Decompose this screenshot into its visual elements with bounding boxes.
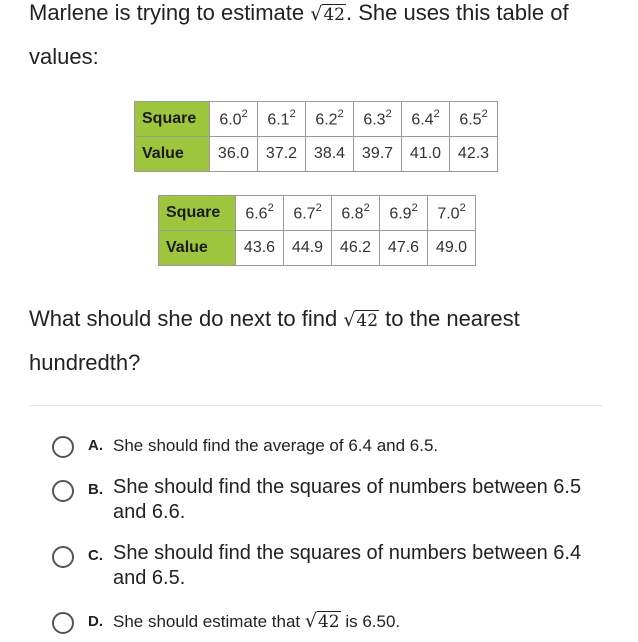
option-letter: B. [88, 481, 103, 498]
row-label-value: Value [159, 231, 236, 266]
radio-button-d[interactable] [52, 612, 74, 634]
sqrt-symbol: √42 [304, 610, 340, 632]
row-label-value: Value [135, 137, 210, 172]
question-paragraph [29, 298, 619, 383]
option-text: She should find the average of 6.4 and 6.5. [113, 436, 439, 455]
sqrt-symbol: √42 [310, 3, 345, 25]
value-cell: 41.0 [402, 137, 450, 172]
values-table-2 [158, 195, 476, 266]
option-text: She should find the squares of numbers between 6.5 and 6.6. [113, 476, 582, 523]
option-text: She should find the squares of numbers between 6.4 and 6.5. [113, 542, 582, 589]
radicand: 42 [356, 311, 379, 331]
value-cell: 47.6 [380, 231, 428, 266]
intro-text-after: . She uses this table of values: [29, 0, 569, 69]
values-table-1 [134, 101, 498, 172]
divider [29, 405, 602, 406]
option-text: She should estimate that √42 is 6.50. [113, 610, 401, 632]
radio-button-a[interactable] [52, 436, 74, 458]
radicand: 42 [323, 5, 345, 25]
question-text-before: What should she do next to find [29, 306, 344, 331]
option-letter: D. [88, 613, 103, 630]
option-letter: C. [88, 547, 103, 564]
square-row [159, 196, 476, 231]
intro-text-before: Marlene is trying to estimate [29, 0, 311, 25]
row-label-square: Square [159, 196, 236, 231]
square-cell: $6.9^2$ [380, 196, 428, 231]
square-cell: $6.6^2$ [236, 196, 284, 231]
square-cell: $6.1^2$ [258, 102, 306, 137]
option-letter: A. [88, 437, 103, 454]
radicand: 42 [317, 612, 340, 632]
value-cell: 43.6 [236, 231, 284, 266]
value-cell: 36.0 [210, 137, 258, 172]
square-cell: $6.2^2$ [306, 102, 354, 137]
value-row [159, 231, 476, 266]
value-cell: 49.0 [428, 231, 476, 266]
square-cell: $6.5^2$ [450, 102, 498, 137]
value-cell: 39.7 [354, 137, 402, 172]
square-cell: $6.8^2$ [332, 196, 380, 231]
square-cell: $6.7^2$ [284, 196, 332, 231]
sqrt-symbol: √42 [343, 309, 379, 331]
value-cell: 37.2 [258, 137, 306, 172]
radio-button-c[interactable] [52, 546, 74, 568]
square-cell: $7.0^2$ [428, 196, 476, 231]
square-cell: $6.0^2$ [210, 102, 258, 137]
square-cell: $6.3^2$ [354, 102, 402, 137]
intro-paragraph [29, 0, 619, 77]
radio-button-b[interactable] [52, 480, 74, 502]
value-row [135, 137, 498, 172]
value-cell: 42.3 [450, 137, 498, 172]
square-cell: $6.4^2$ [402, 102, 450, 137]
question-text-after: to the nearest hundredth? [29, 306, 520, 375]
square-row [135, 102, 498, 137]
value-cell: 38.4 [306, 137, 354, 172]
value-cell: 44.9 [284, 231, 332, 266]
row-label-square: Square [135, 102, 210, 137]
value-cell: 46.2 [332, 231, 380, 266]
